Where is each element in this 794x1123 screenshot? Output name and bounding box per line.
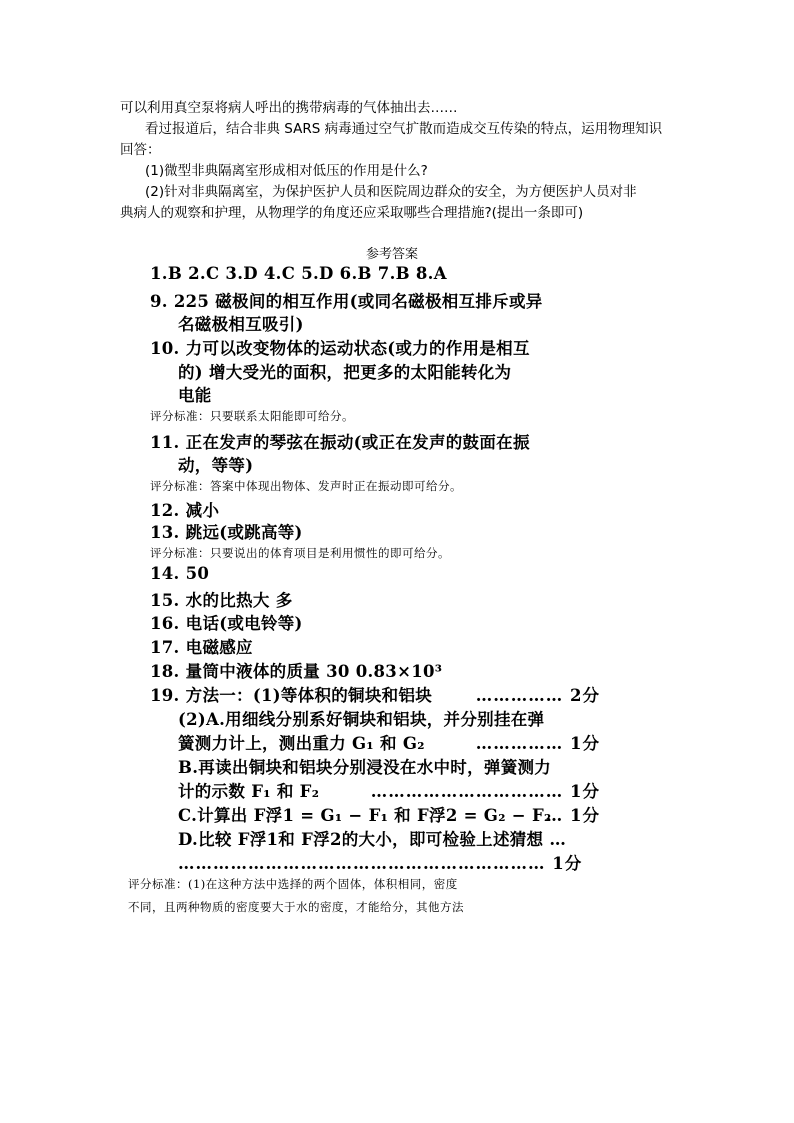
answer-17: 17. 电磁感应 (150, 638, 253, 657)
answer-19-step-a: (2)A.用细线分别系好铜块和铝块，并分别挂在弹 (178, 710, 545, 729)
scoring-standard-19-cont: 不同，且两种物质的密度要大于水的密度，才能给分，其他方法 (128, 900, 464, 914)
answer-18: 18. 量筒中液体的质量 30 0.83×10³ (150, 662, 443, 681)
answer-19-step-b: B.再读出铜块和铝块分别浸没在水中时，弹簧测力 (178, 758, 552, 777)
answer-11-cont: 动，等等) (178, 456, 254, 475)
answer-19-points-1: …………… 2分 (475, 686, 600, 705)
answer-19-points-3: …………………………… 1分 (370, 782, 600, 801)
scoring-standard-10: 评分标准：只要联系太阳能即可给分。 (150, 409, 354, 423)
answer-19-points-4: … 1分 (545, 806, 600, 825)
answer-19-step-d: D.比较 F浮1和 F浮2的大小，即可检验上述猜想 … (178, 830, 567, 849)
answers-title: 参考答案 (366, 247, 419, 262)
answer-19-points-2: …………… 1分 (475, 734, 600, 753)
answer-15: 15. 水的比热大 多 (150, 591, 293, 610)
scoring-standard-19: 评分标准：(1)在这种方法中选择的两个固体，体积相同，密度 (128, 877, 458, 891)
question-2: (2)针对非典隔离室，为保护医护人员和医院周边群众的安全，为方便医护人员对非 (145, 184, 637, 200)
answer-12: 12. 减小 (150, 501, 220, 520)
intro-line-2: 看过报道后，结合非典 SARS 病毒通过空气扩散而造成交互传染的特点，运用物理知识 (145, 121, 663, 137)
answer-10: 10. 力可以改变物体的运动状态(或力的作用是相互 (150, 339, 530, 358)
answer-1-8: 1.B 2.C 3.D 4.C 5.D 6.B 7.B 8.A (150, 264, 447, 283)
answer-19-points-5: ……………………………………………………… 1分 (178, 854, 583, 873)
intro-line-1: 可以利用真空泵将病人呼出的携带病毒的气体抽出去…… (120, 100, 458, 116)
answer-19-step-a-cont: 簧测力计上，测出重力 G₁ 和 G₂ (178, 734, 425, 753)
answer-9-cont: 名磁极相互吸引) (178, 315, 304, 334)
question-1: (1)微型非典隔离室形成相对低压的作用是什么? (145, 163, 428, 179)
answer-9: 9. 225 磁极间的相互作用(或同名磁极相互排斥或异 (150, 292, 543, 311)
intro-line-3: 回答： (120, 142, 161, 158)
scoring-standard-11: 评分标准：答案中体现出物体、发声时正在振动即可给分。 (150, 479, 462, 493)
answer-13: 13. 跳远(或跳高等) (150, 523, 303, 542)
answer-10-cont-2: 电能 (178, 386, 212, 405)
answer-16: 16. 电话(或电铃等) (150, 614, 303, 633)
answer-19-step-b-cont: 计的示数 F₁ 和 F₂ (178, 782, 320, 801)
question-2-cont: 典病人的观察和护理，从物理学的角度还应采取哪些合理措施?(提出一条即可) (120, 205, 584, 221)
answer-10-cont: 的) 增大受光的面积，把更多的太阳能转化为 (178, 363, 512, 382)
scoring-standard-13: 评分标准：只要说出的体育项目是利用惯性的即可给分。 (150, 546, 450, 560)
answer-11: 11. 正在发声的琴弦在振动(或正在发声的鼓面在振 (150, 433, 530, 452)
answer-19: 19. 方法一：(1)等体积的铜块和铝块 (150, 686, 433, 705)
answer-19-step-c: C.计算出 F浮1 = G₁ − F₁ 和 F浮2 = G₂ − F₂ (178, 806, 552, 825)
answer-14: 14. 50 (150, 564, 210, 583)
